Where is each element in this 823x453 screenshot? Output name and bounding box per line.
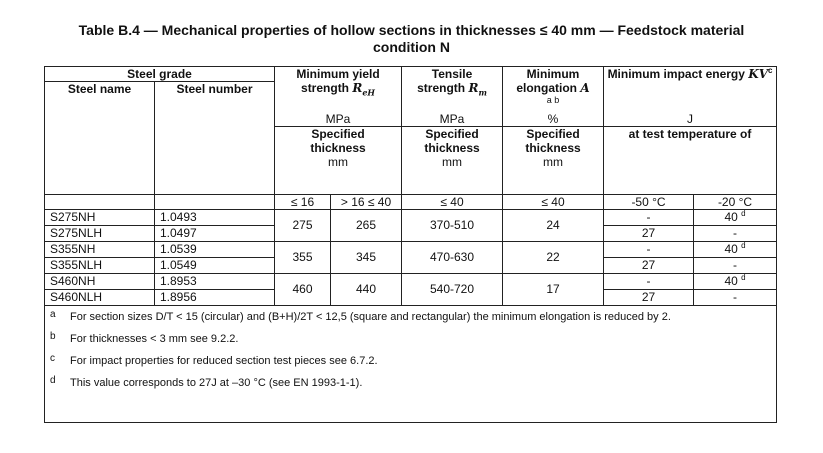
blank-cell (155, 112, 275, 127)
yield-gt16: 345 (331, 241, 402, 273)
elongation-header-line2: elongation A (516, 81, 590, 95)
table-title-line1: Table B.4 — Mechanical properties of hollow sections in thicknesses ≤ 40 mm — Feedstock material (78, 22, 745, 38)
steel-number: 1.8956 (155, 289, 275, 305)
steel-name: S460NH (45, 273, 155, 289)
steel-number: 1.8953 (155, 273, 275, 289)
steel-number: 1.0493 (155, 209, 275, 225)
impact-minus20: - (694, 257, 777, 273)
blank-cell (155, 194, 275, 209)
elongation-header-line1: Minimum (526, 67, 580, 81)
impact-minus50: - (604, 273, 694, 289)
test-temperature-header: at test temperature of (604, 126, 777, 194)
steel-grade-header: Steel grade (45, 67, 275, 82)
footnote-b: b For thicknesses < 3 mm see 9.2.2. (50, 330, 239, 345)
impact-minus20: 40 $^d$ (694, 209, 777, 225)
impact-minus20: - (694, 225, 777, 241)
footnotes (45, 305, 777, 422)
elongation-value: 24 (503, 209, 604, 241)
impact-minus50: 27 (604, 225, 694, 241)
thickness-le16: ≤ 16 (275, 194, 331, 209)
steel-name-header: Steel name (45, 82, 155, 112)
yield-header-line1: Minimum yield (296, 67, 380, 81)
elongation-value: 17 (503, 273, 604, 305)
steel-name: S460NLH (45, 289, 155, 305)
tensile-strength-header (402, 67, 503, 112)
yield-gt16: 265 (331, 209, 402, 241)
tensile-value: 370-510 (402, 209, 503, 241)
impact-unit: J (604, 112, 777, 127)
blank-cell (45, 112, 155, 127)
yield-spec-thickness: Specified thickness mm (275, 126, 402, 194)
steel-number: 1.0539 (155, 241, 275, 257)
steel-name: S355NH (45, 241, 155, 257)
yield-header-line2: strength $R_{eH}$ (301, 81, 375, 98)
blank-cell (45, 194, 155, 209)
yield-le16: 355 (275, 241, 331, 273)
footnote-d: d This value corresponds to 27J at –30 °C (see EN 1993-1-1). (50, 374, 363, 389)
impact-minus50: 27 (604, 289, 694, 305)
yield-unit: MPa (275, 112, 402, 127)
impact-minus20: 40 $^d$ (694, 273, 777, 289)
tensile-value: 540-720 (402, 273, 503, 305)
footnote-a: a For section sizes D/T < 15 (circular) and (B+H)/2T < 12,5 (square and rectangular) the minimum elongation is reduced by 2. (50, 308, 671, 323)
tensile-unit: MPa (402, 112, 503, 127)
elongation-value: 22 (503, 241, 604, 273)
thickness-le40-elongation: ≤ 40 (503, 194, 604, 209)
yield-gt16: 440 (331, 273, 402, 305)
footnote-c: c For impact properties for reduced section test pieces see 6.7.2. (50, 352, 378, 367)
table-row (45, 273, 777, 289)
thickness-le40-tensile: ≤ 40 (402, 194, 503, 209)
table-row (45, 241, 777, 257)
impact-minus50: 27 (604, 257, 694, 273)
tensile-value: 470-630 (402, 241, 503, 273)
mechanical-properties-table (44, 66, 777, 423)
steel-number: 1.0549 (155, 257, 275, 273)
tensile-spec-thickness: Specified thickness mm (402, 126, 503, 194)
table-title-line2: condition N (373, 39, 450, 55)
impact-minus20: - (694, 289, 777, 305)
footnotes-row (45, 305, 777, 422)
impact-minus20: 40 $^d$ (694, 241, 777, 257)
steel-name: S275NLH (45, 225, 155, 241)
steel-number: 1.0497 (155, 225, 275, 241)
impact-minus50: - (604, 209, 694, 225)
temp-minus50: -50 °C (604, 194, 694, 209)
elongation-spec-thickness: Specified thickness mm (503, 126, 604, 194)
blank-cell (45, 126, 155, 194)
yield-le16: 460 (275, 273, 331, 305)
temp-minus20: -20 °C (694, 194, 777, 209)
table-title (0, 22, 823, 56)
table-row (45, 209, 777, 225)
steel-number-header: Steel number (155, 82, 275, 112)
yield-le16: 275 (275, 209, 331, 241)
yield-strength-header (275, 67, 402, 112)
elongation-header (503, 67, 604, 112)
steel-name: S275NH (45, 209, 155, 225)
impact-minus50: - (604, 241, 694, 257)
steel-name: S355NLH (45, 257, 155, 273)
elongation-unit: % (503, 112, 604, 127)
impact-energy-header: Minimum impact energy $KV^c$ (604, 67, 777, 112)
thickness-gt16: > 16 ≤ 40 (331, 194, 402, 209)
tensile-header-line2: strength $R_m$ (417, 81, 487, 98)
tensile-header-line1: Tensile (431, 67, 473, 81)
elongation-notes: a b (546, 95, 560, 105)
blank-cell (155, 126, 275, 194)
